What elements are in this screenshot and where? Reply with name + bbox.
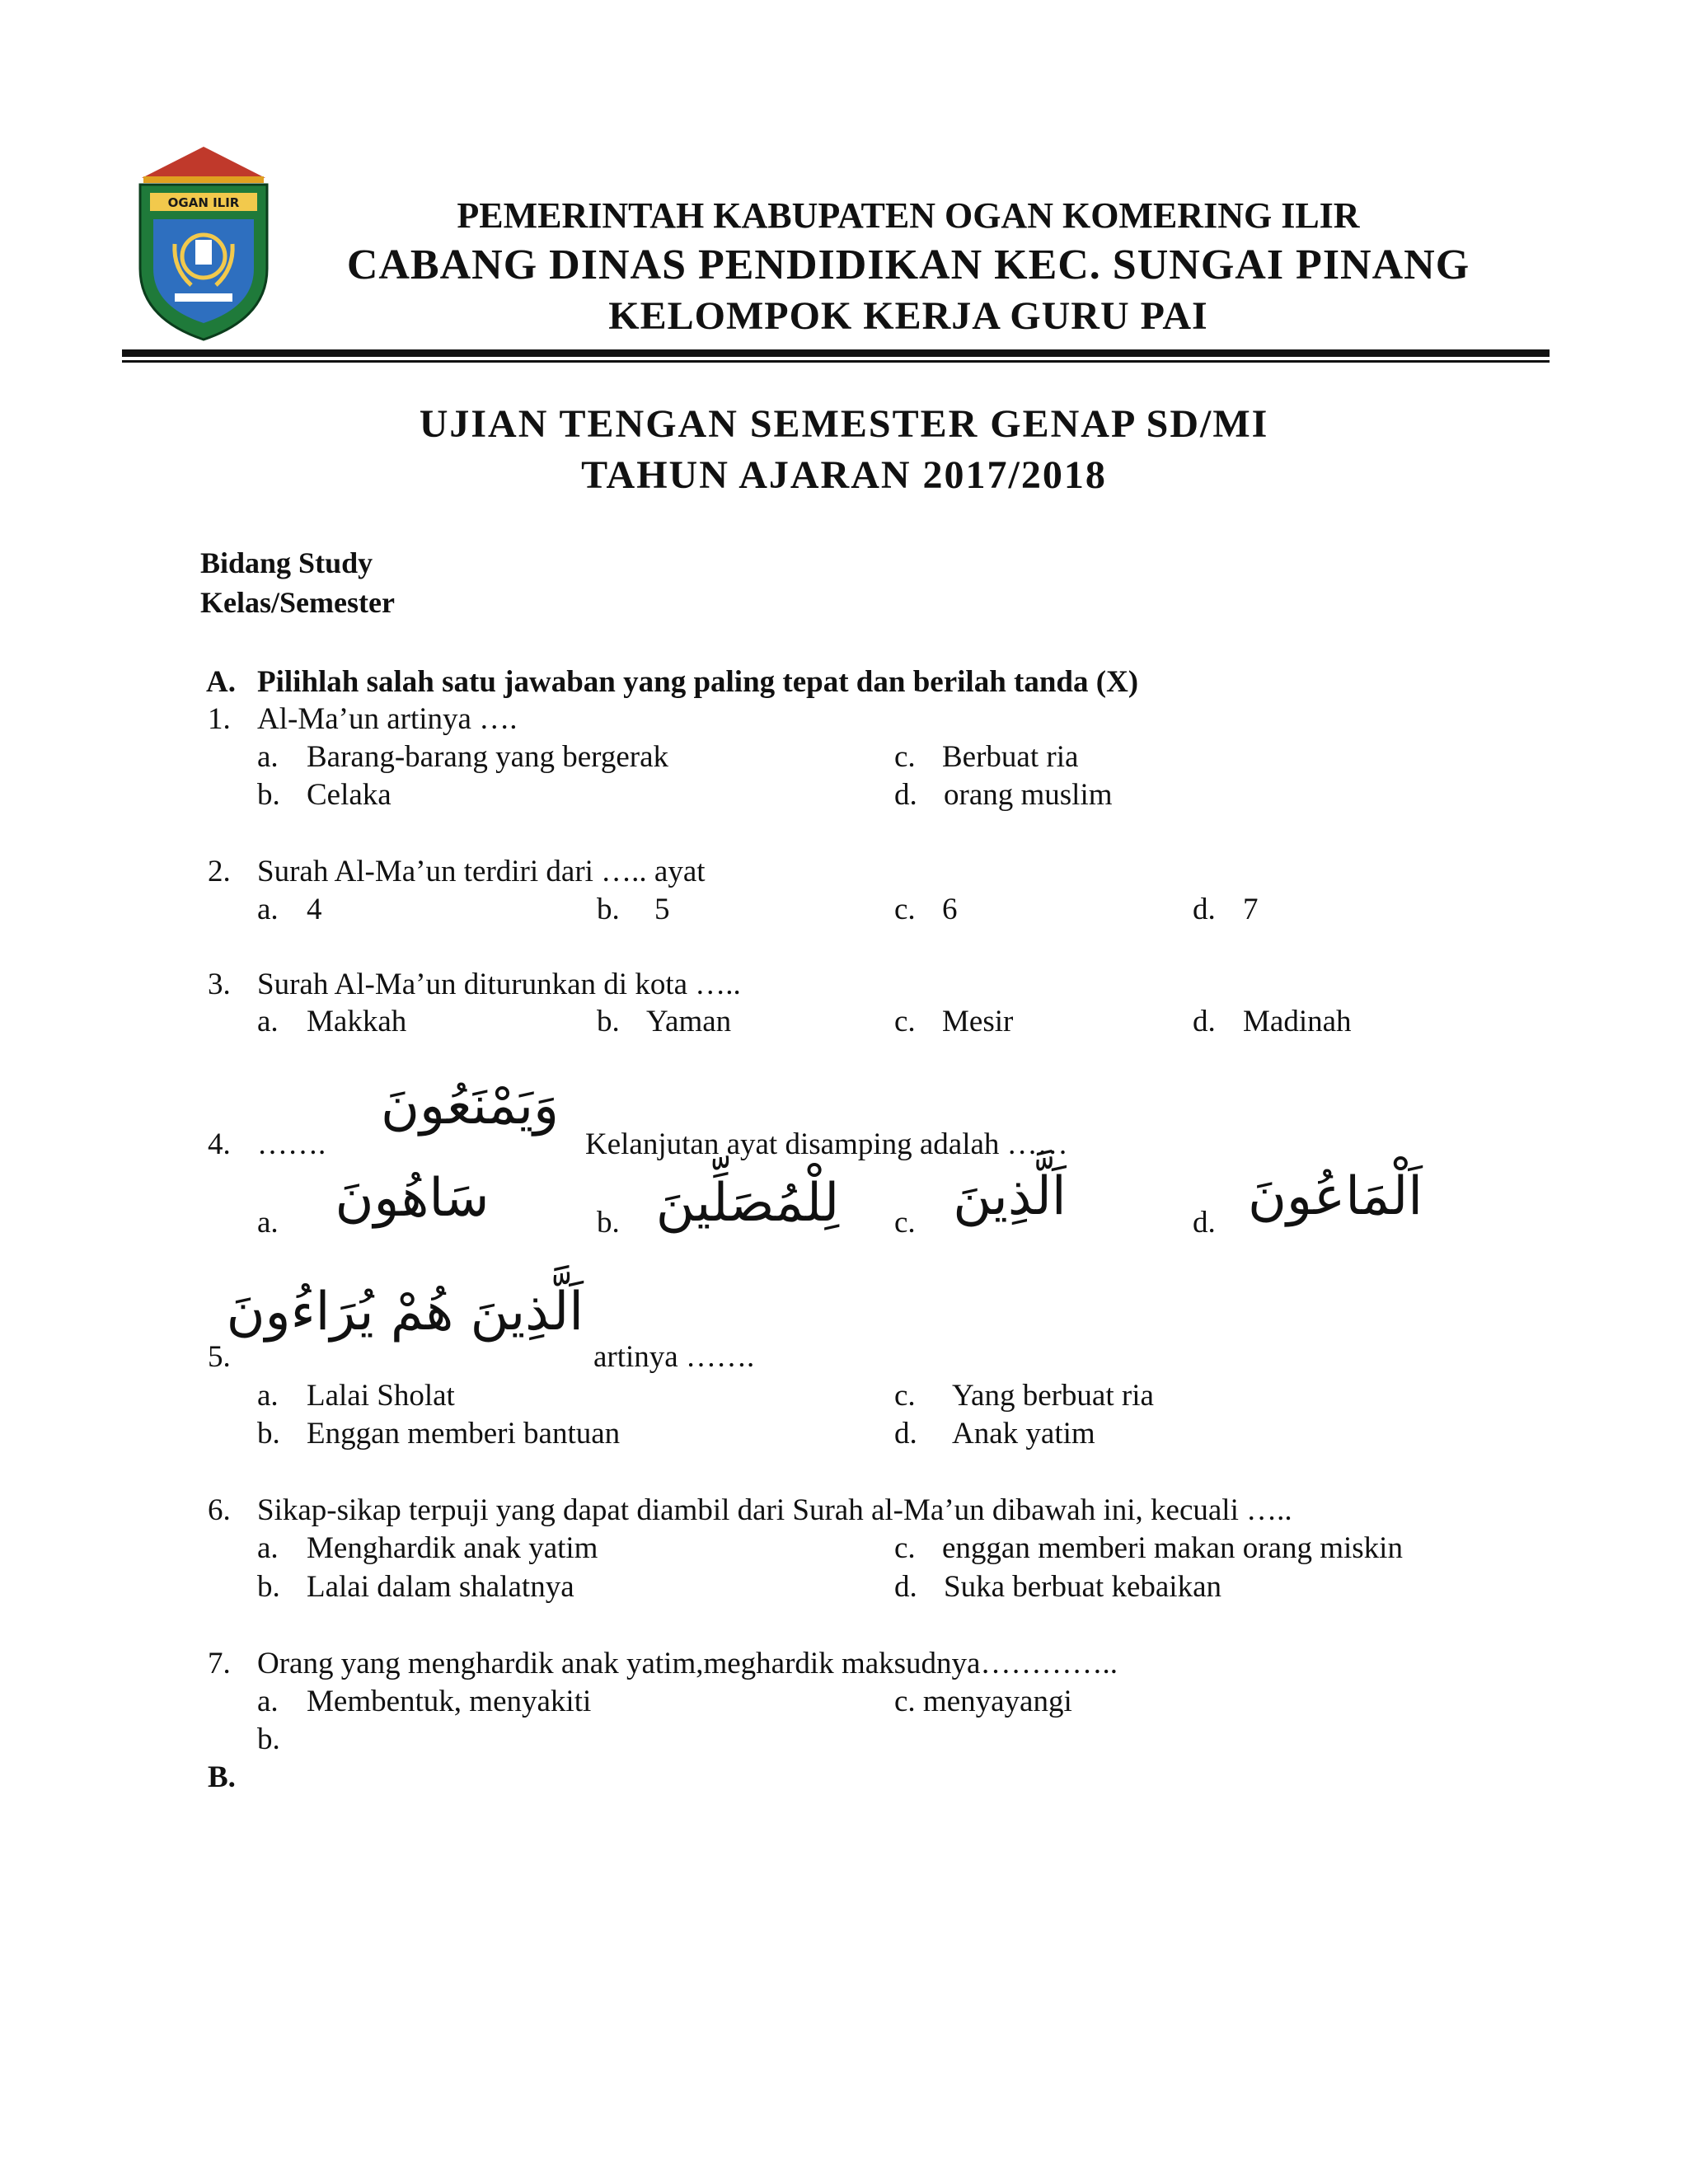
arabic-option-image: اَلْمَاعُونَ [1247, 1166, 1423, 1227]
option-text: c. menyayangi [894, 1685, 1072, 1718]
option-text: Membentuk, menyakiti [307, 1685, 592, 1718]
option-text: 4 [307, 893, 322, 926]
arabic-option-image: لِلْمُصَلِّينَ [655, 1173, 840, 1234]
section-b-letter: B. [208, 1760, 236, 1794]
question-number: 7. [208, 1647, 231, 1680]
option-letter: c. [894, 1531, 916, 1565]
option-letter: d. [894, 1570, 917, 1604]
section-a-letter: A. [206, 665, 236, 699]
section-a-instruction: Pilihlah salah satu jawaban yang paling tepat dan berilah tanda (X) [257, 665, 1139, 699]
option-letter: a. [257, 893, 279, 926]
option-letter: a. [257, 1005, 279, 1038]
option-text: 6 [942, 893, 958, 926]
question-number: 6. [208, 1493, 231, 1527]
option-letter: d. [894, 1417, 917, 1451]
question-number: 5. [208, 1340, 231, 1374]
option-letter: d. [1193, 1005, 1216, 1038]
arabic-verse-image: اَلَّذِينَ هُمْ يُرَاءُونَ [226, 1282, 584, 1343]
option-letter: a. [257, 740, 279, 774]
question-text: Kelanjutan ayat disamping adalah …… [585, 1127, 1068, 1161]
question-text: artinya ……. [593, 1340, 755, 1374]
question-number: 3. [208, 968, 231, 1001]
option-letter: d. [1193, 1206, 1216, 1240]
option-letter: b. [597, 1206, 620, 1240]
option-letter: a. [257, 1685, 279, 1718]
logo-text: OGAN ILIR [167, 195, 240, 210]
option-letter: c. [894, 893, 916, 926]
option-letter: c. [894, 740, 916, 774]
option-text: orang muslim [944, 778, 1113, 812]
option-text: Madinah [1243, 1005, 1352, 1038]
option-letter: b. [597, 1005, 620, 1038]
option-text: Menghardik anak yatim [307, 1531, 598, 1565]
option-letter: b. [257, 1570, 280, 1604]
arabic-verse-image: وَيَمْنَعُونَ [381, 1076, 559, 1137]
option-text: Suka berbuat kebaikan [944, 1570, 1221, 1604]
question-ellipsis: ……. [257, 1127, 326, 1161]
option-text: Anak yatim [952, 1417, 1095, 1451]
option-letter: c. [894, 1379, 916, 1413]
header-education-office: CABANG DINAS PENDIDIKAN KEC. SUNGAI PINANG [346, 241, 1470, 288]
question-text: Surah Al-Ma’un diturunkan di kota ….. [257, 968, 741, 1001]
option-letter: b. [257, 1417, 280, 1451]
option-text: Yang berbuat ria [952, 1379, 1154, 1413]
question-text: Al-Ma’un artinya …. [257, 702, 518, 736]
header-teacher-group: KELOMPOK KERJA GURU PAI [608, 294, 1208, 338]
option-text: Berbuat ria [942, 740, 1079, 774]
option-letter: b. [257, 778, 280, 812]
option-text: Lalai Sholat [307, 1379, 455, 1413]
header-government: PEMERINTAH KABUPATEN OGAN KOMERING ILIR [457, 195, 1360, 236]
option-text: Enggan memberi bantuan [307, 1417, 621, 1451]
option-text: Makkah [307, 1005, 407, 1038]
option-letter: a. [257, 1531, 279, 1565]
exam-title: UJIAN TENGAN SEMESTER GENAP SD/MI [419, 402, 1269, 446]
option-text: Yaman [646, 1005, 732, 1038]
question-number: 4. [208, 1127, 231, 1161]
option-letter: d. [1193, 893, 1216, 926]
option-text: 7 [1243, 893, 1259, 926]
question-number: 1. [208, 702, 231, 736]
option-letter: b. [597, 893, 620, 926]
option-letter: c. [894, 1206, 916, 1240]
option-letter: c. [894, 1005, 916, 1038]
class-label: Kelas/Semester [200, 586, 395, 619]
option-text: Mesir [942, 1005, 1014, 1038]
option-letter: a. [257, 1206, 279, 1240]
option-text: enggan memberi makan orang miskin [942, 1531, 1403, 1565]
option-letter: a. [257, 1379, 279, 1413]
exam-year: TAHUN AJARAN 2017/2018 [581, 453, 1107, 497]
option-text: Celaka [307, 778, 392, 812]
question-text: Surah Al-Ma’un terdiri dari ….. ayat [257, 855, 706, 888]
option-text: Lalai dalam shalatnya [307, 1570, 574, 1604]
option-text: 5 [654, 893, 670, 926]
question-text: Sikap-sikap terpuji yang dapat diambil dari Surah al-Ma’un dibawah ini, kecuali ….. [257, 1493, 1292, 1527]
question-text: Orang yang menghardik anak yatim,meghardik maksudnya………….. [257, 1647, 1118, 1680]
option-text: Barang-barang yang bergerak [307, 740, 668, 774]
option-letter: b. [257, 1722, 280, 1756]
arabic-option-image: سَاهُونَ [335, 1168, 490, 1229]
option-letter: d. [894, 778, 917, 812]
header-divider-thick [122, 349, 1550, 357]
question-number: 2. [208, 855, 231, 888]
subject-label: Bidang Study [200, 546, 373, 579]
header-divider-thin [122, 360, 1550, 363]
arabic-option-image: اَلَّذِينَ [953, 1166, 1067, 1227]
